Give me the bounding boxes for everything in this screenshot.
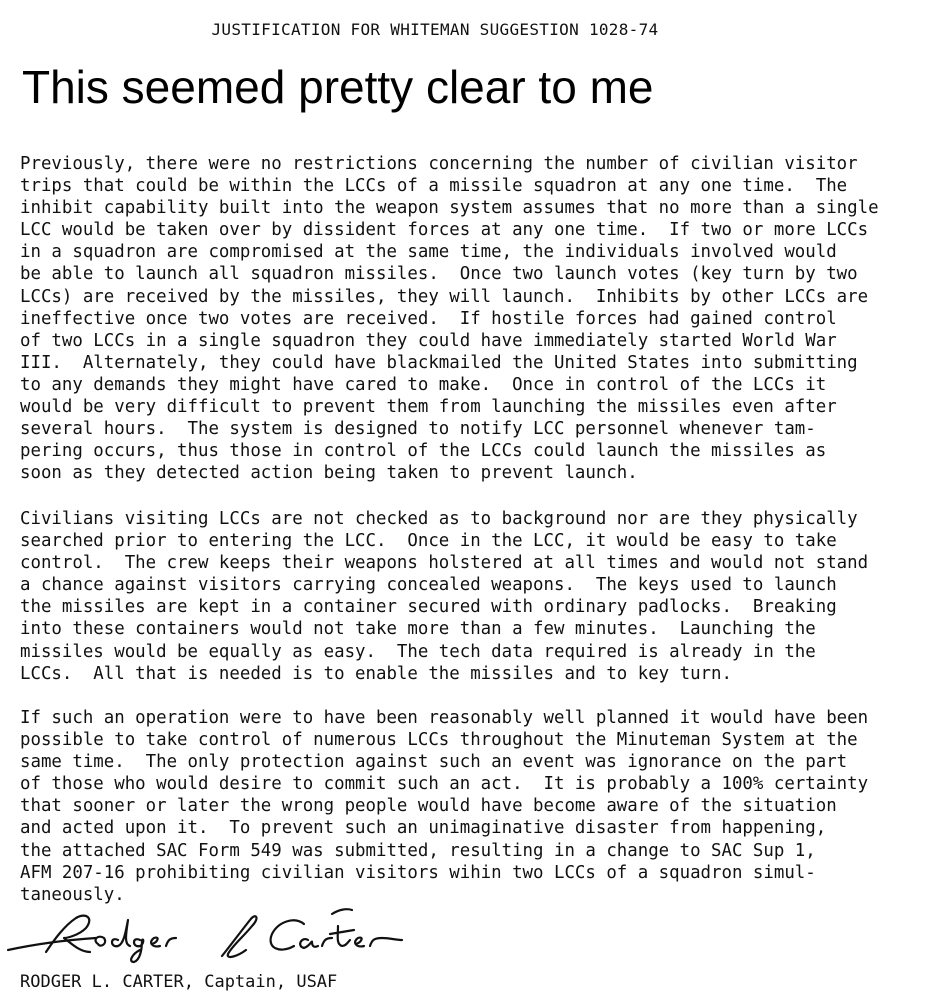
paragraph-line: same time. The only protection against such an event was ignorance on the part [20, 752, 848, 773]
paragraph-line: LCCs. All that is needed is to enable the missiles and to key turn. [20, 663, 732, 684]
paragraph-line: AFM 207-16 prohibiting civilian visitors wihin two LCCs of a squadron simul- [20, 862, 816, 883]
body-paragraph [20, 508, 868, 685]
paragraph-line: inhibit capability built into the weapon system assumes that no more than a single [20, 198, 879, 219]
paragraph-line: searched prior to entering the LCC. Once in the LCC, it would be easy to take [20, 531, 837, 552]
paragraph-line: into these containers would not take more than a few minutes. Launching the [20, 619, 816, 640]
paragraph-line: trips that could be within the LCCs of a missile squadron at any one time. The [20, 176, 848, 197]
paragraph-line: of those who would desire to commit such an act. It is probably a 100% certainty [20, 774, 869, 795]
paragraph-line: possible to take control of numerous LCCs throughout the Minuteman System at the [20, 730, 858, 751]
paragraph-line: several hours. The system is designed to notify LCC personnel whenever tam- [20, 419, 816, 440]
paragraph-line: pering occurs, thus those in control of the LCCs could launch the missiles as [20, 441, 827, 462]
paragraph-line: to any demands they might have cared to make. Once in control of the LCCs it [20, 374, 827, 395]
paragraph-line: taneously. [20, 884, 125, 905]
body-paragraph [20, 707, 868, 906]
paragraph-line: control. The crew keeps their weapons holstered at all times and would not stand [20, 553, 869, 574]
paragraph-line: of two LCCs in a single squadron they could have immediately started World War [20, 330, 837, 351]
document-heading: JUSTIFICATION FOR WHITEMAN SUGGESTION 1028-74 [211, 20, 659, 39]
paragraph-line: Previously, there were no restrictions concerning the number of civilian visitor [20, 154, 858, 174]
paragraph-line: be able to launch all squadron missiles. Once two launch votes (key turn by two [20, 264, 858, 285]
paragraph-line: the missiles are kept in a container secured with ordinary padlocks. Breaking [20, 597, 837, 618]
paragraph-line: missiles would be equally as easy. The tech data required is already in the [20, 641, 816, 662]
paragraph-line: that sooner or later the wrong people would have become aware of the situation [20, 796, 837, 817]
caption-title: This seemed pretty clear to me [22, 61, 654, 113]
paragraph-line: LCCs) are received by the missiles, they will launch. Inhibits by other LCCs are [20, 286, 869, 307]
paragraph-line: ineffective once two votes are received. If hostile forces had gained control [20, 308, 837, 329]
paragraph-line: in a squadron are compromised at the same time, the individuals involved would [20, 242, 837, 263]
paragraph-line: Civilians visiting LCCs are not checked as to background nor are they physically [20, 509, 858, 529]
paragraph-line: soon as they detected action being taken to prevent launch. [20, 463, 638, 484]
paragraph-line: a chance against visitors carrying concealed weapons. The keys used to launch [20, 575, 837, 596]
paragraph-line: LCC would be taken over by dissident forces at any one time. If two or more LCCs [20, 220, 869, 241]
paragraph-line: and acted upon it. To prevent such an unimaginative disaster from happening, [20, 818, 827, 839]
body-paragraph [20, 153, 879, 484]
signer-name: RODGER L. CARTER, Captain, USAF [20, 972, 338, 992]
handwritten-signature [6, 900, 406, 970]
paragraph-line: If such an operation were to have been reasonably well planned it would have been [20, 708, 869, 728]
paragraph-line: III. Alternately, they could have blackmailed the United States into submitting [20, 352, 858, 373]
paragraph-line: the attached SAC Form 549 was submitted, resulting in a change to SAC Sup 1, [20, 840, 816, 861]
paragraph-line: would be very difficult to prevent them from launching the missiles even after [20, 397, 837, 418]
